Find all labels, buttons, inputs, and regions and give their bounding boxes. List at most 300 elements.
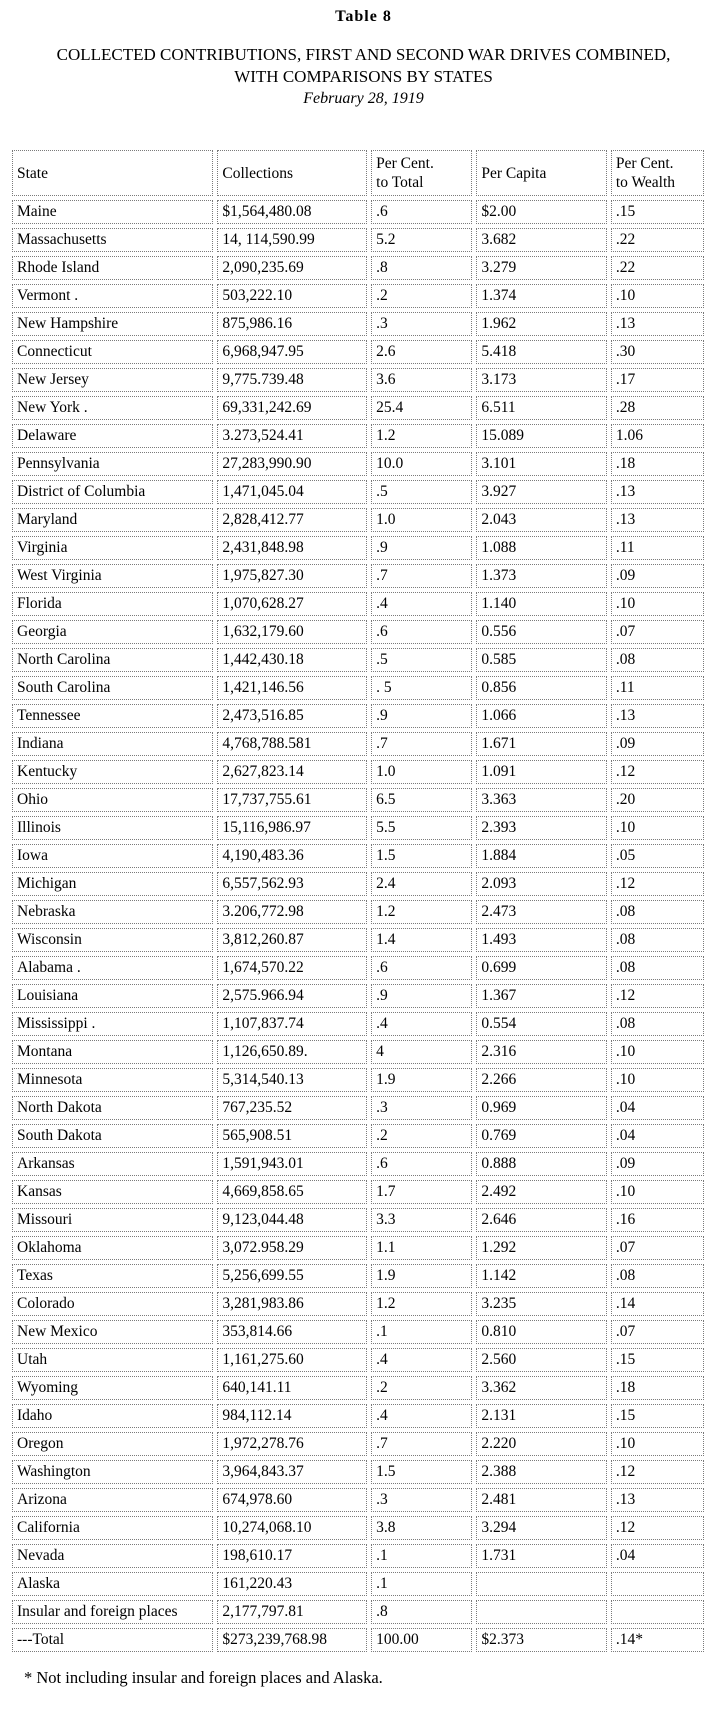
cell-pct-total: 1.9: [371, 1264, 472, 1288]
table-caption: [0, 44, 727, 110]
cell-state: North Dakota: [12, 1096, 213, 1120]
column-header-pct-total: [371, 150, 472, 196]
cell-collections: 1,161,275.60: [217, 1348, 367, 1372]
footnote: * Not including insular and foreign places and Alaska.: [24, 1668, 383, 1687]
cell-per-capita: 2.388: [476, 1460, 607, 1484]
cell-state: Kansas: [12, 1180, 213, 1204]
cell-pct-total: .9: [371, 704, 472, 728]
cell-pct-total: .4: [371, 1012, 472, 1036]
table-row: [12, 760, 704, 784]
cell-pct-total: 3.8: [371, 1516, 472, 1540]
table-row: [12, 228, 704, 252]
cell-pct-wealth: .10: [611, 1180, 704, 1204]
cell-pct-total: 5.2: [371, 228, 472, 252]
cell-pct-total: 1.0: [371, 760, 472, 784]
cell-per-capita: 3.294: [476, 1516, 607, 1540]
cell-per-capita: 1.884: [476, 844, 607, 868]
contributions-table: [8, 146, 708, 1656]
cell-per-capita: 0.554: [476, 1012, 607, 1036]
cell-collections: 640,141.11: [217, 1376, 367, 1400]
cell-collections: 2,473,516.85: [217, 704, 367, 728]
cell-collections: 5,256,699.55: [217, 1264, 367, 1288]
cell-state: Georgia: [12, 620, 213, 644]
cell-pct-total: .6: [371, 200, 472, 224]
cell-state: Idaho: [12, 1404, 213, 1428]
cell-state: New York .: [12, 396, 213, 420]
table-row: [12, 200, 704, 224]
cell-per-capita: 3.101: [476, 452, 607, 476]
cell-state: South Dakota: [12, 1124, 213, 1148]
table-row: [12, 1012, 704, 1036]
table-row: [12, 452, 704, 476]
cell-pct-total: .3: [371, 312, 472, 336]
cell-pct-wealth: [611, 1572, 704, 1596]
cell-per-capita: 15.089: [476, 424, 607, 448]
cell-pct-wealth: .15: [611, 1348, 704, 1372]
cell-pct-wealth: .12: [611, 984, 704, 1008]
cell-per-capita: 2.492: [476, 1180, 607, 1204]
cell-state: West Virginia: [12, 564, 213, 588]
cell-per-capita: 0.699: [476, 956, 607, 980]
cell-state: Utah: [12, 1348, 213, 1372]
cell-pct-total: 1.5: [371, 844, 472, 868]
cell-collections: 14, 114,590.99: [217, 228, 367, 252]
table-row: [12, 816, 704, 840]
cell-pct-wealth: [611, 1600, 704, 1624]
cell-pct-wealth: .13: [611, 704, 704, 728]
caption-date: February 28, 1919: [303, 90, 424, 107]
table-row: [12, 256, 704, 280]
cell-per-capita: 1.493: [476, 928, 607, 952]
cell-state: Pennsylvania: [12, 452, 213, 476]
table-row: [12, 1040, 704, 1064]
cell-pct-wealth: .10: [611, 1040, 704, 1064]
cell-collections: 161,220.43: [217, 1572, 367, 1596]
cell-pct-total: .2: [371, 1376, 472, 1400]
cell-pct-wealth: .12: [611, 760, 704, 784]
cell-state: Ohio: [12, 788, 213, 812]
cell-collections: 875,986.16: [217, 312, 367, 336]
cell-pct-wealth: .13: [611, 312, 704, 336]
cell-pct-total: .2: [371, 1124, 472, 1148]
cell-pct-total: 25.4: [371, 396, 472, 420]
table-row: [12, 368, 704, 392]
cell-per-capita: 1.373: [476, 564, 607, 588]
cell-per-capita: 2.393: [476, 816, 607, 840]
cell-per-capita: 1.140: [476, 592, 607, 616]
table-row: [12, 1096, 704, 1120]
cell-collections: 6,968,947.95: [217, 340, 367, 364]
cell-state: Colorado: [12, 1292, 213, 1316]
cell-pct-total: 1.4: [371, 928, 472, 952]
cell-pct-total: 2.4: [371, 872, 472, 896]
cell-state: Wisconsin: [12, 928, 213, 952]
cell-pct-total: .5: [371, 480, 472, 504]
cell-state: Connecticut: [12, 340, 213, 364]
cell-state: California: [12, 1516, 213, 1540]
table-row: [12, 1180, 704, 1204]
table-row: [12, 480, 704, 504]
cell-state: Washington: [12, 1460, 213, 1484]
column-header-pct-wealth: [611, 150, 704, 196]
cell-pct-wealth: .07: [611, 1236, 704, 1260]
cell-pct-wealth: .08: [611, 1264, 704, 1288]
table-row: [12, 1488, 704, 1512]
cell-state: Massachusetts: [12, 228, 213, 252]
cell-collections: 503,222.10: [217, 284, 367, 308]
table-row: [12, 1376, 704, 1400]
cell-pct-wealth: .12: [611, 872, 704, 896]
cell-state: Arizona: [12, 1488, 213, 1512]
cell-pct-total: .9: [371, 984, 472, 1008]
cell-per-capita: 2.220: [476, 1432, 607, 1456]
cell-state: Maryland: [12, 508, 213, 532]
cell-pct-wealth: .22: [611, 256, 704, 280]
cell-state: Arkansas: [12, 1152, 213, 1176]
cell-pct-wealth: .12: [611, 1516, 704, 1540]
table-row: [12, 564, 704, 588]
cell-state: Minnesota: [12, 1068, 213, 1092]
table-row: [12, 396, 704, 420]
cell-collections: 4,190,483.36: [217, 844, 367, 868]
cell-pct-total: .9: [371, 536, 472, 560]
cell-per-capita: 0.556: [476, 620, 607, 644]
cell-pct-wealth: .09: [611, 564, 704, 588]
table-row: [12, 1320, 704, 1344]
cell-per-capita: 0.585: [476, 648, 607, 672]
table-row: [12, 872, 704, 896]
cell-collections: 27,283,990.90: [217, 452, 367, 476]
cell-per-capita: 0.810: [476, 1320, 607, 1344]
cell-state: Kentucky: [12, 760, 213, 784]
column-header-state: [12, 150, 213, 196]
cell-per-capita: 3.682: [476, 228, 607, 252]
column-header-pct-wealth-line1: Per Cent.: [615, 155, 674, 172]
cell-pct-total: .4: [371, 1348, 472, 1372]
cell-collections: 15,116,986.97: [217, 816, 367, 840]
cell-pct-total: 1.2: [371, 424, 472, 448]
cell-pct-wealth: .13: [611, 1488, 704, 1512]
cell-pct-wealth: .07: [611, 1320, 704, 1344]
table-row: [12, 1292, 704, 1316]
table-row: [12, 984, 704, 1008]
cell-state: Texas: [12, 1264, 213, 1288]
cell-state: Montana: [12, 1040, 213, 1064]
table-row: [12, 1432, 704, 1456]
cell-collections: 353,814.66: [217, 1320, 367, 1344]
cell-state: Louisiana: [12, 984, 213, 1008]
cell-state: Missouri: [12, 1208, 213, 1232]
cell-per-capita: $2.00: [476, 200, 607, 224]
cell-state: Oregon: [12, 1432, 213, 1456]
cell-pct-wealth: .15: [611, 200, 704, 224]
table-row: [12, 676, 704, 700]
cell-pct-total: 4: [371, 1040, 472, 1064]
cell-pct-total: 1.5: [371, 1460, 472, 1484]
table-row: [12, 1208, 704, 1232]
cell-state: Wyoming: [12, 1376, 213, 1400]
cell-state: Vermont .: [12, 284, 213, 308]
cell-pct-total: .7: [371, 1432, 472, 1456]
cell-pct-total: 5.5: [371, 816, 472, 840]
cell-pct-wealth: .10: [611, 284, 704, 308]
cell-collections: 4,768,788.581: [217, 732, 367, 756]
table-row: [12, 1264, 704, 1288]
cell-pct-wealth: .11: [611, 676, 704, 700]
cell-per-capita: 1.731: [476, 1544, 607, 1568]
cell-per-capita: 2.316: [476, 1040, 607, 1064]
cell-pct-wealth: .04: [611, 1096, 704, 1120]
cell-per-capita: [476, 1600, 607, 1624]
cell-per-capita: 1.962: [476, 312, 607, 336]
cell-pct-total: .8: [371, 1600, 472, 1624]
cell-state: Indiana: [12, 732, 213, 756]
table-row: [12, 1572, 704, 1596]
table-row: [12, 508, 704, 532]
cell-state: New Hampshire: [12, 312, 213, 336]
column-header-pct-wealth-line2: to Wealth: [615, 174, 676, 191]
cell-pct-total: .7: [371, 732, 472, 756]
cell-per-capita: $2.373: [476, 1628, 607, 1652]
cell-pct-wealth: .10: [611, 592, 704, 616]
cell-per-capita: 2.266: [476, 1068, 607, 1092]
cell-pct-total: .4: [371, 1404, 472, 1428]
caption-line-2: WITH COMPARISONS BY STATES: [234, 67, 493, 86]
cell-pct-wealth: .08: [611, 648, 704, 672]
cell-pct-total: .1: [371, 1572, 472, 1596]
cell-pct-wealth: .12: [611, 1460, 704, 1484]
cell-pct-total: 1.9: [371, 1068, 472, 1092]
cell-pct-wealth: .05: [611, 844, 704, 868]
cell-pct-total: .2: [371, 284, 472, 308]
cell-pct-wealth: .16: [611, 1208, 704, 1232]
cell-pct-wealth: .09: [611, 1152, 704, 1176]
cell-per-capita: 2.560: [476, 1348, 607, 1372]
cell-per-capita: 2.473: [476, 900, 607, 924]
cell-pct-total: 1.7: [371, 1180, 472, 1204]
cell-per-capita: 2.481: [476, 1488, 607, 1512]
table-row: [12, 1544, 704, 1568]
table-row: [12, 1460, 704, 1484]
cell-state: Florida: [12, 592, 213, 616]
cell-collections: 2,627,823.14: [217, 760, 367, 784]
caption-line-1: COLLECTED CONTRIBUTIONS, FIRST AND SECOND WAR DRIVES COMBINED,: [56, 45, 671, 64]
cell-pct-wealth: .08: [611, 1012, 704, 1036]
column-header-collections: [217, 150, 367, 196]
cell-pct-total: .1: [371, 1320, 472, 1344]
cell-per-capita: 3.927: [476, 480, 607, 504]
cell-collections: $273,239,768.98: [217, 1628, 367, 1652]
cell-collections: 198,610.17: [217, 1544, 367, 1568]
cell-state: New Jersey: [12, 368, 213, 392]
cell-collections: 1,674,570.22: [217, 956, 367, 980]
table-row: [12, 1236, 704, 1260]
cell-pct-wealth: .09: [611, 732, 704, 756]
table-row: [12, 648, 704, 672]
cell-pct-total: .3: [371, 1096, 472, 1120]
cell-pct-wealth: .08: [611, 900, 704, 924]
cell-collections: 1,972,278.76: [217, 1432, 367, 1456]
cell-pct-wealth: .30: [611, 340, 704, 364]
cell-pct-wealth: .07: [611, 620, 704, 644]
cell-pct-wealth: .17: [611, 368, 704, 392]
cell-per-capita: 2.093: [476, 872, 607, 896]
cell-pct-total: 6.5: [371, 788, 472, 812]
cell-pct-total: 1.2: [371, 900, 472, 924]
cell-collections: 3.273,524.41: [217, 424, 367, 448]
cell-state: New Mexico: [12, 1320, 213, 1344]
cell-collections: 4,669,858.65: [217, 1180, 367, 1204]
table-row: [12, 340, 704, 364]
cell-pct-wealth: .10: [611, 816, 704, 840]
cell-collections: 6,557,562.93: [217, 872, 367, 896]
cell-per-capita: 3.362: [476, 1376, 607, 1400]
cell-pct-wealth: .04: [611, 1124, 704, 1148]
cell-per-capita: 0.969: [476, 1096, 607, 1120]
table-body: [12, 200, 704, 1652]
table-row: [12, 592, 704, 616]
cell-pct-wealth: 1.06: [611, 424, 704, 448]
cell-pct-total: .5: [371, 648, 472, 672]
table-row: [12, 844, 704, 868]
table-row: [12, 1404, 704, 1428]
cell-per-capita: 3.363: [476, 788, 607, 812]
cell-collections: 9,123,044.48: [217, 1208, 367, 1232]
cell-state: Delaware: [12, 424, 213, 448]
cell-pct-total: .7: [371, 564, 472, 588]
cell-state: Michigan: [12, 872, 213, 896]
cell-state: Illinois: [12, 816, 213, 840]
table-row: [12, 1068, 704, 1092]
cell-per-capita: 3.173: [476, 368, 607, 392]
cell-per-capita: 2.043: [476, 508, 607, 532]
table-row: [12, 424, 704, 448]
cell-pct-wealth: .28: [611, 396, 704, 420]
cell-pct-total: .6: [371, 620, 472, 644]
cell-pct-total: 1.1: [371, 1236, 472, 1260]
cell-state: Tennessee: [12, 704, 213, 728]
column-header-collections-label: Collections: [222, 164, 293, 182]
cell-pct-wealth: .13: [611, 480, 704, 504]
cell-state: North Carolina: [12, 648, 213, 672]
cell-pct-wealth: .15: [611, 1404, 704, 1428]
cell-per-capita: 2.646: [476, 1208, 607, 1232]
cell-collections: 1,421,146.56: [217, 676, 367, 700]
cell-pct-wealth: .22: [611, 228, 704, 252]
cell-state: Rhode Island: [12, 256, 213, 280]
cell-pct-total: 1.2: [371, 1292, 472, 1316]
cell-collections: 17,737,755.61: [217, 788, 367, 812]
table-number: Table 8: [335, 8, 392, 25]
cell-per-capita: 0.856: [476, 676, 607, 700]
cell-pct-wealth: .04: [611, 1544, 704, 1568]
cell-state: Alabama .: [12, 956, 213, 980]
cell-pct-total: 3.6: [371, 368, 472, 392]
cell-per-capita: 1.066: [476, 704, 607, 728]
table-row: [12, 1628, 704, 1652]
cell-pct-total: 2.6: [371, 340, 472, 364]
cell-collections: 1,632,179.60: [217, 620, 367, 644]
table-row: [12, 900, 704, 924]
cell-collections: 9,775.739.48: [217, 368, 367, 392]
column-header-state-label: State: [17, 164, 48, 182]
cell-per-capita: [476, 1572, 607, 1596]
cell-collections: 3,072.958.29: [217, 1236, 367, 1260]
cell-per-capita: 1.292: [476, 1236, 607, 1260]
cell-pct-wealth: .14: [611, 1292, 704, 1316]
cell-state: Insular and foreign places: [12, 1600, 213, 1624]
cell-state: Nebraska: [12, 900, 213, 924]
cell-pct-wealth: .10: [611, 1432, 704, 1456]
cell-per-capita: 0.769: [476, 1124, 607, 1148]
cell-state: Nevada: [12, 1544, 213, 1568]
cell-pct-total: 100.00: [371, 1628, 472, 1652]
column-header-pct-total-line1: Per Cent.: [376, 155, 434, 172]
cell-per-capita: 1.142: [476, 1264, 607, 1288]
cell-pct-wealth: .20: [611, 788, 704, 812]
table-row: [12, 788, 704, 812]
table-row: [12, 312, 704, 336]
cell-collections: 1,975,827.30: [217, 564, 367, 588]
cell-per-capita: 5.418: [476, 340, 607, 364]
column-header-per-capita: [476, 150, 607, 196]
cell-collections: 2,828,412.77: [217, 508, 367, 532]
cell-per-capita: 1.091: [476, 760, 607, 784]
cell-pct-total: .6: [371, 956, 472, 980]
cell-collections: 3,964,843.37: [217, 1460, 367, 1484]
cell-state: ---Total: [12, 1628, 213, 1652]
cell-per-capita: 6.511: [476, 396, 607, 420]
cell-state: Mississippi .: [12, 1012, 213, 1036]
cell-pct-wealth: .10: [611, 1068, 704, 1092]
cell-pct-wealth: .18: [611, 452, 704, 476]
cell-state: Virginia: [12, 536, 213, 560]
table-row: [12, 704, 704, 728]
cell-collections: 1,471,045.04: [217, 480, 367, 504]
cell-per-capita: 1.088: [476, 536, 607, 560]
table-row: [12, 1124, 704, 1148]
cell-collections: 10,274,068.10: [217, 1516, 367, 1540]
cell-pct-total: 1.0: [371, 508, 472, 532]
table-row: [12, 928, 704, 952]
table-row: [12, 1152, 704, 1176]
cell-state: South Carolina: [12, 676, 213, 700]
cell-pct-wealth: .11: [611, 536, 704, 560]
cell-collections: 1,070,628.27: [217, 592, 367, 616]
cell-pct-wealth: .14*: [611, 1628, 704, 1652]
cell-state: Oklahoma: [12, 1236, 213, 1260]
cell-pct-total: 10.0: [371, 452, 472, 476]
cell-state: District of Columbia: [12, 480, 213, 504]
cell-collections: 3.206,772.98: [217, 900, 367, 924]
cell-pct-wealth: .08: [611, 928, 704, 952]
table-row: [12, 1348, 704, 1372]
cell-collections: 1,442,430.18: [217, 648, 367, 672]
cell-per-capita: 1.367: [476, 984, 607, 1008]
table-row: [12, 284, 704, 308]
cell-per-capita: 1.374: [476, 284, 607, 308]
cell-per-capita: 0.888: [476, 1152, 607, 1176]
cell-collections: 69,331,242.69: [217, 396, 367, 420]
cell-per-capita: 3.235: [476, 1292, 607, 1316]
cell-collections: 2,431,848.98: [217, 536, 367, 560]
header-row: [12, 150, 704, 196]
cell-collections: $1,564,480.08: [217, 200, 367, 224]
cell-state: Maine: [12, 200, 213, 224]
cell-per-capita: 3.279: [476, 256, 607, 280]
cell-pct-total: .8: [371, 256, 472, 280]
cell-per-capita: 2.131: [476, 1404, 607, 1428]
